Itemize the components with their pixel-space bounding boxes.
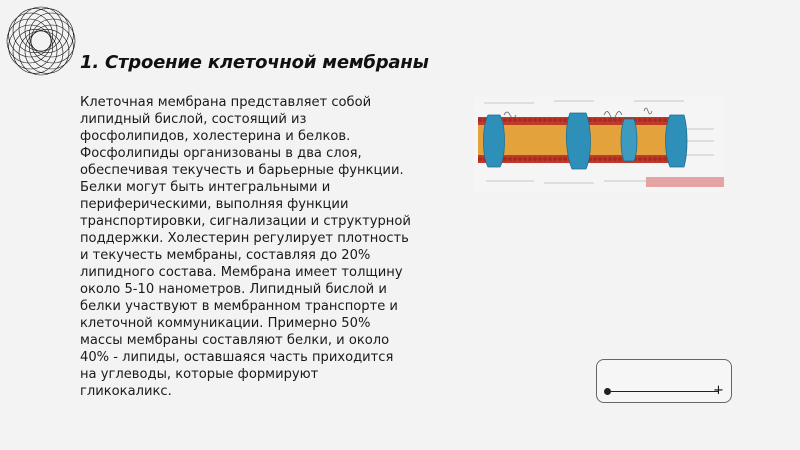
cell-membrane-diagram	[474, 97, 724, 193]
progress-track[interactable]	[609, 391, 719, 392]
plus-icon[interactable]: +	[713, 383, 724, 398]
geometric-rosette-icon	[2, 2, 80, 80]
media-player-widget[interactable]	[596, 359, 732, 403]
slide-title: 1. Строение клеточной мембраны	[80, 52, 429, 73]
slide-body-text: Клеточная мембрана представляет собой липидный бислой, состоящий из фосфолипидов, холестерина и белков. Фосфолипиды организованы в два слоя, обеспечивая текучесть и барьерные функции. Белки могут быть интегральными и периферическими, выполняя функции транспортировки, сигнализации и структурной поддержки. Холестерин регулирует плотность и текучесть мембраны, составляя до 20% липидного состава. Мембрана имеет толщину около 5-10 нанометров. Липидный бислой и белки участвуют в мембранном транспорте и клеточной коммуникации. Примерно 50% массы мембраны составляют белки, и около 40% - липиды, оставшаяся часть приходится на углеводы, которые формируют гликокаликс.	[80, 95, 411, 399]
